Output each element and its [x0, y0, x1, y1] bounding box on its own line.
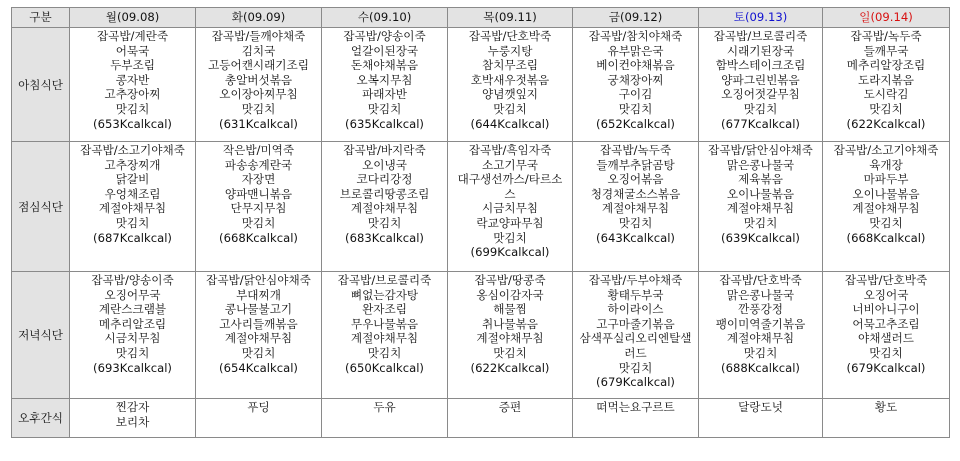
menu-cell-fri: [573, 272, 699, 399]
menu-item: (683Kcalkcal): [345, 230, 424, 245]
menu-item: 보리차: [115, 414, 150, 429]
menu-item: 맛김치: [115, 215, 150, 230]
menu-item: 락교양파무침: [476, 215, 544, 230]
day-header-fri: 금(09.12): [573, 8, 699, 28]
menu-item: 오징어국: [863, 287, 909, 302]
menu-cell-thu: [448, 272, 573, 399]
menu-cell-fri: [573, 142, 699, 272]
menu-item: 궁채장아찌: [607, 72, 664, 87]
menu-item: 잡곡밥/브로콜리죽: [337, 273, 432, 287]
menu-item: 계절야채무침: [726, 201, 795, 216]
day-header-sat: 토(09.13): [699, 8, 823, 28]
menu-cell-wed: [322, 28, 448, 142]
header-label: 구분: [12, 8, 70, 28]
menu-item: 뼈없는감자탕: [350, 287, 419, 302]
menu-item: 고등어캔시래기조림: [208, 58, 309, 73]
meal-row-label: 점심식단: [12, 142, 70, 272]
menu-item: 황태두부국: [607, 287, 664, 302]
menu-item: 너비아니구이: [852, 302, 920, 317]
menu-item: 대구생선까스/타르소: [457, 172, 563, 187]
menu-item: 맛김치: [869, 215, 903, 230]
menu-item: 잡곡밥/단호박죽: [468, 29, 552, 43]
menu-item: (652Kcalkcal): [596, 116, 675, 131]
menu-item: 맛김치: [493, 345, 527, 360]
menu-item: (679Kcalkcal): [596, 375, 675, 390]
menu-item: 계절야채무침: [224, 331, 293, 346]
menu-item: 스: [504, 186, 516, 201]
menu-item: 도시락김: [863, 87, 909, 102]
menu-item: 잡곡밥/흑임자죽: [468, 143, 552, 157]
menu-item: 도라지볶음: [858, 72, 914, 87]
menu-cell-tue: [196, 399, 322, 438]
menu-item: 잡곡밥/닭안심야채죽: [206, 273, 311, 287]
menu-item: 오징어무국: [104, 287, 161, 302]
menu-item: 양파맨니볶음: [224, 186, 293, 201]
menu-item: 취나물볶음: [482, 316, 538, 331]
menu-item: 브로콜리땅콩조림: [339, 186, 430, 201]
menu-cell-mon: [70, 272, 196, 399]
menu-item: 오이나물볶음: [852, 186, 920, 201]
menu-item: 잡곡밥/녹두죽: [599, 143, 672, 157]
menu-item: 파래자반: [362, 87, 407, 102]
menu-item: 맛김치: [743, 215, 778, 230]
menu-item: 오이냉국: [362, 157, 407, 172]
menu-item: 고추장아찌: [104, 87, 161, 102]
menu-cell-sun: [823, 272, 950, 399]
menu-item: 달랑도넛: [738, 400, 783, 414]
meal-row-label: 아침식단: [12, 28, 70, 142]
menu-item: 잡곡밥/단호박죽: [719, 273, 802, 287]
menu-cell-thu: [448, 28, 573, 142]
menu-item: 잡곡밥/소고기야채죽: [833, 143, 939, 157]
menu-item: 야채샐러드: [858, 331, 914, 346]
menu-cell-sat: [699, 28, 823, 142]
menu-item: 잡곡밥/들깨야채죽: [211, 29, 306, 43]
menu-item: (699Kcalkcal): [470, 245, 550, 260]
menu-item: 청경채굴소스볶음: [590, 186, 681, 201]
menu-item: 해물찜: [493, 302, 527, 317]
menu-item: 증편: [498, 400, 522, 414]
menu-item: (644Kcalkcal): [470, 116, 550, 131]
meal-row-label: 오후간식: [12, 399, 70, 438]
menu-cell-wed: [322, 142, 448, 272]
menu-item: 맛김치: [367, 345, 402, 360]
menu-item: 맛김치: [115, 345, 150, 360]
menu-cell-wed: [322, 272, 448, 399]
menu-item: 시래기된장국: [726, 43, 795, 58]
menu-item: 오이장아찌무침: [219, 87, 298, 102]
menu-item: 맑은콩나물국: [726, 287, 795, 302]
menu-item: 맛김치: [241, 101, 276, 116]
weekly-meal-table: [11, 7, 950, 438]
menu-item: 양념깻잎지: [482, 87, 538, 102]
menu-item: 하이라이스: [607, 302, 664, 317]
menu-item: 작은밥/미역죽: [222, 143, 295, 157]
menu-item: 잡곡밥/녹두죽: [850, 29, 922, 43]
menu-item: (688Kcalkcal): [721, 360, 800, 375]
menu-item: 맛김치: [869, 101, 903, 116]
meal-row: [12, 142, 950, 272]
menu-item: 잡곡밥/소고기야채죽: [80, 143, 185, 157]
menu-item: 돈채야채볶음: [350, 58, 419, 73]
menu-item: (639Kcalkcal): [721, 230, 800, 245]
menu-item: 콩나물불고기: [224, 302, 293, 317]
menu-item: 어묵고추조림: [852, 316, 920, 331]
menu-item: (653Kcalkcal): [93, 116, 172, 131]
menu-item: 맛김치: [241, 215, 276, 230]
menu-item: 구이김: [618, 87, 653, 102]
meal-row: [12, 272, 950, 399]
menu-item: 제육볶음: [738, 172, 783, 187]
menu-item: (650Kcalkcal): [345, 360, 424, 375]
menu-item: (693Kcalkcal): [93, 360, 172, 375]
menu-cell-sat: [699, 142, 823, 272]
menu-item: 자장면: [241, 172, 276, 187]
menu-item: 무우나물볶음: [350, 316, 419, 331]
day-header-sun: 일(09.14): [823, 8, 950, 28]
day-header-tue: 화(09.09): [196, 8, 322, 28]
menu-item: 함박스테이크조림: [715, 58, 806, 73]
menu-item: 맛김치: [367, 101, 402, 116]
menu-item: 삼색푸실리오리엔탈샐: [579, 331, 692, 346]
menu-item: 베이컨야채볶음: [596, 58, 675, 73]
menu-cell-mon: [70, 28, 196, 142]
menu-item: 맛김치: [367, 215, 402, 230]
menu-item: 호박새우젓볶음: [470, 72, 550, 87]
menu-item: 계절야채무침: [476, 331, 544, 346]
menu-item: 잡곡밥/두부야채죽: [588, 273, 683, 287]
day-header-wed: 수(09.10): [322, 8, 448, 28]
menu-item: 들깨부추닭곰탕: [596, 157, 675, 172]
menu-item: 참치무조림: [482, 58, 538, 73]
menu-item: (687Kcalkcal): [93, 230, 172, 245]
menu-cell-tue: [196, 28, 322, 142]
menu-cell-mon: [70, 399, 196, 438]
menu-item: 잡곡밥/참치야채죽: [588, 29, 683, 43]
menu-item: 완자조림: [362, 302, 407, 317]
menu-item: 시금치무침: [482, 201, 538, 216]
menu-item: 어묵국: [115, 43, 150, 58]
menu-item: 계절야채무침: [350, 331, 419, 346]
meal-row: [12, 399, 950, 438]
menu-item: 푸딩: [247, 400, 270, 414]
menu-cell-sat: [699, 399, 823, 438]
menu-item: 고추장찌개: [104, 157, 161, 172]
menu-item: 팽이미역줄기볶음: [715, 316, 806, 331]
menu-item: 잡곡밥/양송이죽: [343, 29, 426, 43]
menu-item: 얼갈이된장국: [350, 43, 419, 58]
menu-item: 맛김치: [618, 215, 653, 230]
menu-item: 계절야채무침: [98, 201, 167, 216]
menu-item: 메추리알장조림: [846, 58, 926, 73]
menu-cell-fri: [573, 399, 699, 438]
menu-cell-wed: [322, 399, 448, 438]
menu-item: 잡곡밥/단호박죽: [844, 273, 928, 287]
menu-item: 콩자반: [115, 72, 150, 87]
menu-item: 오징어볶음: [607, 172, 664, 187]
menu-item: 깐풍강정: [738, 302, 783, 317]
day-header-thu: 목(09.11): [448, 8, 573, 28]
menu-cell-mon: [70, 142, 196, 272]
menu-item: 오징어젓갈무침: [721, 87, 800, 102]
menu-item: 파송송계란국: [224, 157, 293, 172]
menu-item: 맑은콩나물국: [726, 157, 795, 172]
menu-item: 오복지무침: [356, 72, 413, 87]
menu-item: 떠먹는요구르트: [596, 400, 675, 414]
menu-cell-thu: [448, 142, 573, 272]
menu-item: 계절야채무침: [726, 331, 795, 346]
menu-item: 계절야채무침: [350, 201, 419, 216]
menu-item: 잡곡밥/바지락죽: [343, 143, 426, 157]
menu-item: 계란스크램블: [98, 302, 167, 317]
menu-cell-fri: [573, 28, 699, 142]
menu-item: (677Kcalkcal): [721, 116, 800, 131]
menu-item: (622Kcalkcal): [470, 360, 550, 375]
menu-item: (679Kcalkcal): [846, 360, 926, 375]
menu-cell-thu: [448, 399, 573, 438]
menu-cell-sat: [699, 272, 823, 399]
meal-row-label: 저녁식단: [12, 272, 70, 399]
menu-item: 맛김치: [743, 345, 778, 360]
menu-item: 소고기무국: [482, 157, 538, 172]
menu-item: 맛김치: [241, 345, 276, 360]
menu-item: 맛김치: [618, 360, 653, 375]
menu-item: 잡곡밥/닭안심야채죽: [708, 143, 813, 157]
menu-item: (654Kcalkcal): [219, 360, 298, 375]
menu-cell-sun: [823, 399, 950, 438]
menu-item: 두유: [373, 400, 396, 414]
menu-item: 육개장: [869, 157, 903, 172]
menu-item: 찐감자: [115, 400, 150, 414]
menu-item: 계절야채무침: [601, 201, 670, 216]
menu-item: 잡곡밥/땅콩죽: [474, 273, 546, 287]
menu-item: 황도: [874, 400, 898, 414]
menu-item: 메추리알조림: [98, 316, 167, 331]
menu-item: 러드: [624, 345, 647, 360]
menu-item: 고사리들깨볶음: [219, 316, 298, 331]
header-row: [12, 8, 950, 28]
menu-item: 누룽지탕: [487, 43, 533, 58]
menu-item: 오이나물볶음: [726, 186, 795, 201]
menu-item: (631Kcalkcal): [219, 116, 298, 131]
menu-item: 시금치무침: [104, 331, 161, 346]
menu-item: 맛김치: [869, 345, 903, 360]
menu-cell-tue: [196, 272, 322, 399]
menu-item: 마파두부: [863, 172, 909, 187]
menu-item: 두부조림: [110, 58, 155, 73]
meal-row: [12, 28, 950, 142]
menu-item: 맛김치: [493, 101, 527, 116]
menu-item: 유부맑은국: [607, 43, 664, 58]
day-header-mon: 월(09.08): [70, 8, 196, 28]
menu-item: 고구마줄기볶음: [596, 316, 675, 331]
menu-item: 잡곡밥/계란죽: [96, 29, 169, 43]
menu-item: 맛김치: [493, 230, 527, 245]
menu-item: 계절야채무침: [852, 201, 920, 216]
menu-item: (668Kcalkcal): [846, 230, 926, 245]
menu-item: 양파그린빈볶음: [721, 72, 800, 87]
menu-item: 코다리강정: [356, 172, 413, 187]
menu-item: 잡곡밥/양송이죽: [91, 273, 174, 287]
menu-item: 총알버섯볶음: [224, 72, 293, 87]
menu-item: 맛김치: [743, 101, 778, 116]
menu-item: 잡곡밥/브로콜리죽: [713, 29, 808, 43]
menu-item: 들깨무국: [863, 43, 909, 58]
menu-item: (668Kcalkcal): [219, 230, 298, 245]
menu-item: 옹심이감자국: [476, 287, 544, 302]
menu-item: 단무지무침: [230, 201, 287, 216]
menu-cell-tue: [196, 142, 322, 272]
menu-item: 김치국: [241, 43, 276, 58]
menu-cell-sun: [823, 28, 950, 142]
menu-item: 맛김치: [115, 101, 150, 116]
menu-item: 닭갈비: [115, 172, 150, 187]
menu-item: (635Kcalkcal): [345, 116, 424, 131]
menu-item: 맛김치: [618, 101, 653, 116]
menu-item: 우엉채조림: [104, 186, 161, 201]
menu-cell-sun: [823, 142, 950, 272]
menu-item: (643Kcalkcal): [596, 230, 675, 245]
menu-item: (622Kcalkcal): [846, 116, 926, 131]
menu-item: 부대찌개: [236, 287, 281, 302]
